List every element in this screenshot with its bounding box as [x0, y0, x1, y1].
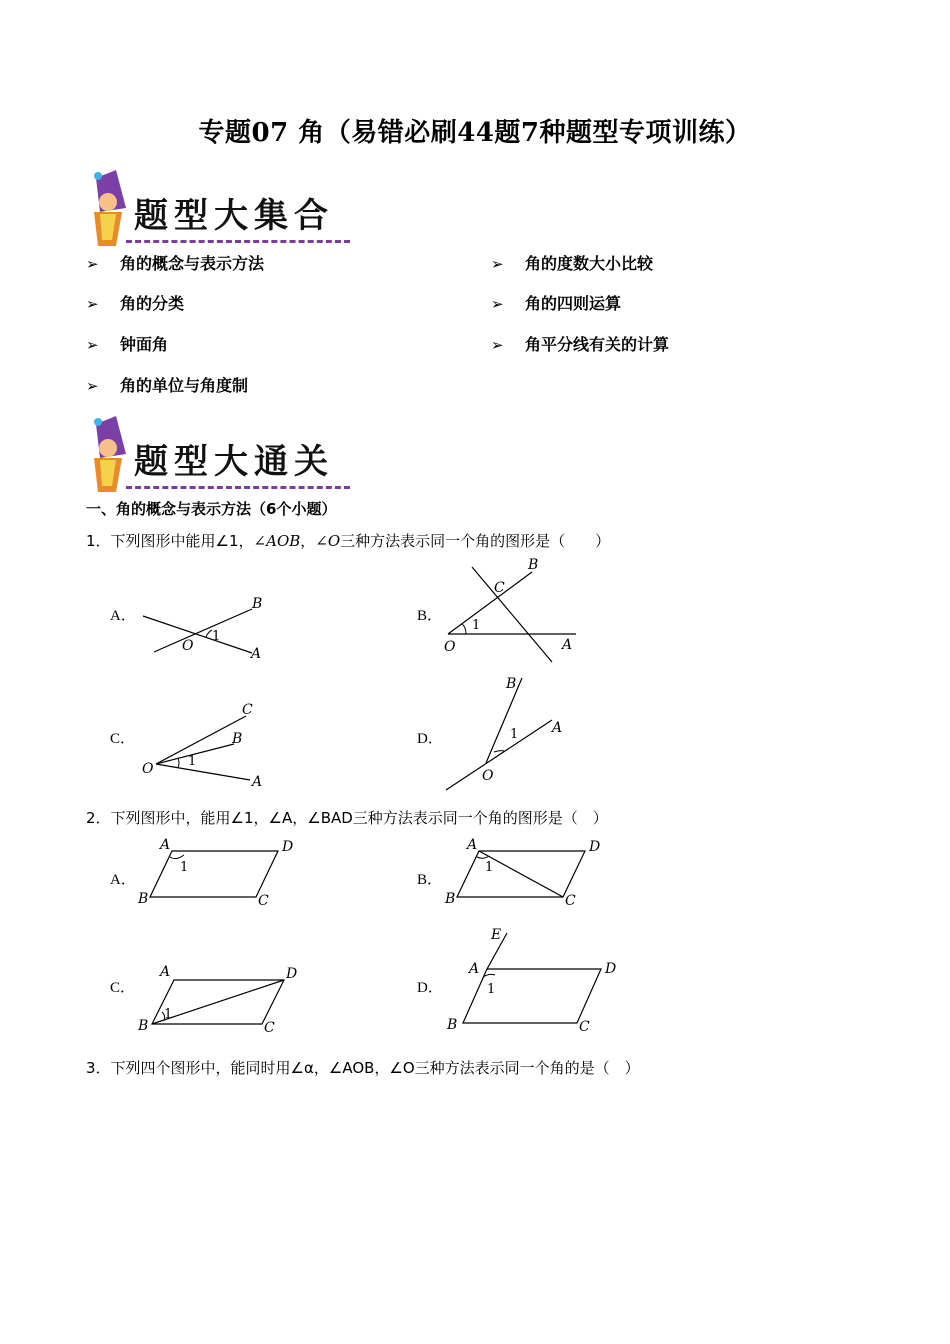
point-label-c: C	[242, 702, 253, 718]
option-label-c: C．	[110, 980, 136, 996]
topic-item: ➢ 角的四则运算	[491, 294, 622, 313]
wizard-mascot-icon	[86, 414, 136, 494]
point-label-c: C	[494, 580, 505, 596]
point-label-e: E	[491, 927, 502, 943]
angle-label-1: 1	[472, 618, 481, 633]
option-label-d: D．	[417, 731, 443, 747]
point-label-d: D	[282, 839, 294, 855]
banner-practice	[86, 414, 356, 498]
page-title: 专题07 角（易错必刷44题7种题型专项训练）	[198, 118, 752, 148]
q1-figure-c	[138, 700, 278, 795]
option-label-a: A．	[110, 608, 136, 624]
angle-label-1: 1	[164, 1007, 173, 1022]
point-label-c: C	[264, 1020, 275, 1036]
point-label-b: B	[138, 1018, 149, 1034]
point-label-d: D	[605, 961, 617, 977]
point-label-a: A	[469, 961, 480, 977]
angle-label-1: 1	[487, 982, 496, 997]
q1-figure-d	[440, 672, 580, 797]
point-label-o: O	[182, 638, 194, 654]
arrow-bullet-icon: ➢	[86, 255, 99, 273]
point-label-d: D	[286, 966, 298, 982]
q1-figure-a	[140, 588, 280, 668]
point-label-b: B	[528, 557, 539, 573]
point-label-b: B	[445, 891, 456, 907]
q2-figure-a	[134, 835, 304, 911]
point-label-a: A	[160, 964, 171, 980]
topic-item: ➢ 角的分类	[86, 294, 185, 313]
section-heading: 一、角的概念与表示方法（6个小题）	[86, 500, 337, 518]
arrow-bullet-icon: ➢	[491, 336, 504, 354]
banner-question-types	[86, 168, 356, 252]
point-label-b: B	[252, 596, 263, 612]
point-label-c: C	[565, 893, 576, 909]
question-2: 2．下列图形中，能用∠1，∠A，∠BAD三种方法表示同一个角的图形是（ ）	[86, 809, 608, 827]
point-label-c: C	[258, 893, 269, 909]
point-label-a: A	[467, 837, 478, 853]
point-label-b: B	[138, 891, 149, 907]
topic-item: ➢ 角平分线有关的计算	[491, 335, 670, 354]
banner-divider	[126, 486, 350, 489]
option-label-d: D．	[417, 980, 443, 996]
point-label-a: A	[251, 646, 262, 662]
q1-figure-b	[440, 555, 590, 665]
point-label-b: B	[506, 676, 517, 692]
arrow-bullet-icon: ➢	[86, 377, 99, 395]
option-label-a: A．	[110, 872, 136, 888]
topic-item: ➢ 角的单位与角度制	[86, 376, 249, 395]
arrow-bullet-icon: ➢	[86, 295, 99, 313]
question-1: 1．下列图形中能用∠1，∠AOB，∠O三种方法表示同一个角的图形是（ ）	[86, 532, 611, 550]
point-label-b: B	[232, 731, 243, 747]
topic-item: ➢ 角的度数大小比较	[491, 254, 654, 273]
option-label-b: B．	[417, 608, 443, 624]
banner-title: 题型大通关	[134, 442, 334, 482]
question-3: 3．下列四个图形中，能同时用∠α，∠AOB，∠O三种方法表示同一个角的是（ ）	[86, 1059, 640, 1077]
q2-figure-d	[441, 925, 631, 1040]
point-label-o: O	[142, 761, 154, 777]
q2-figure-b	[441, 835, 611, 911]
angle-label-1: 1	[212, 629, 221, 644]
banner-title: 题型大集合	[134, 196, 334, 236]
point-label-o: O	[482, 768, 494, 784]
point-label-a: A	[552, 720, 563, 736]
point-label-c: C	[579, 1019, 590, 1035]
angle-label-1: 1	[510, 727, 519, 742]
wizard-mascot-icon	[86, 168, 136, 248]
point-label-a: A	[160, 837, 171, 853]
point-label-a: A	[562, 637, 573, 653]
arrow-bullet-icon: ➢	[491, 295, 504, 313]
angle-label-1: 1	[180, 860, 189, 875]
point-label-o: O	[444, 639, 456, 655]
angle-label-1: 1	[485, 860, 494, 875]
point-label-b: B	[447, 1017, 458, 1033]
topic-item: ➢ 角的概念与表示方法	[86, 254, 265, 273]
angle-label-1: 1	[188, 754, 197, 769]
q2-figure-c	[134, 960, 314, 1040]
topic-item: ➢ 钟面角	[86, 335, 169, 354]
point-label-a: A	[252, 774, 263, 790]
point-label-d: D	[589, 839, 601, 855]
option-label-c: C．	[110, 731, 136, 747]
option-label-b: B．	[417, 872, 443, 888]
arrow-bullet-icon: ➢	[491, 255, 504, 273]
arrow-bullet-icon: ➢	[86, 336, 99, 354]
banner-divider	[126, 240, 350, 243]
